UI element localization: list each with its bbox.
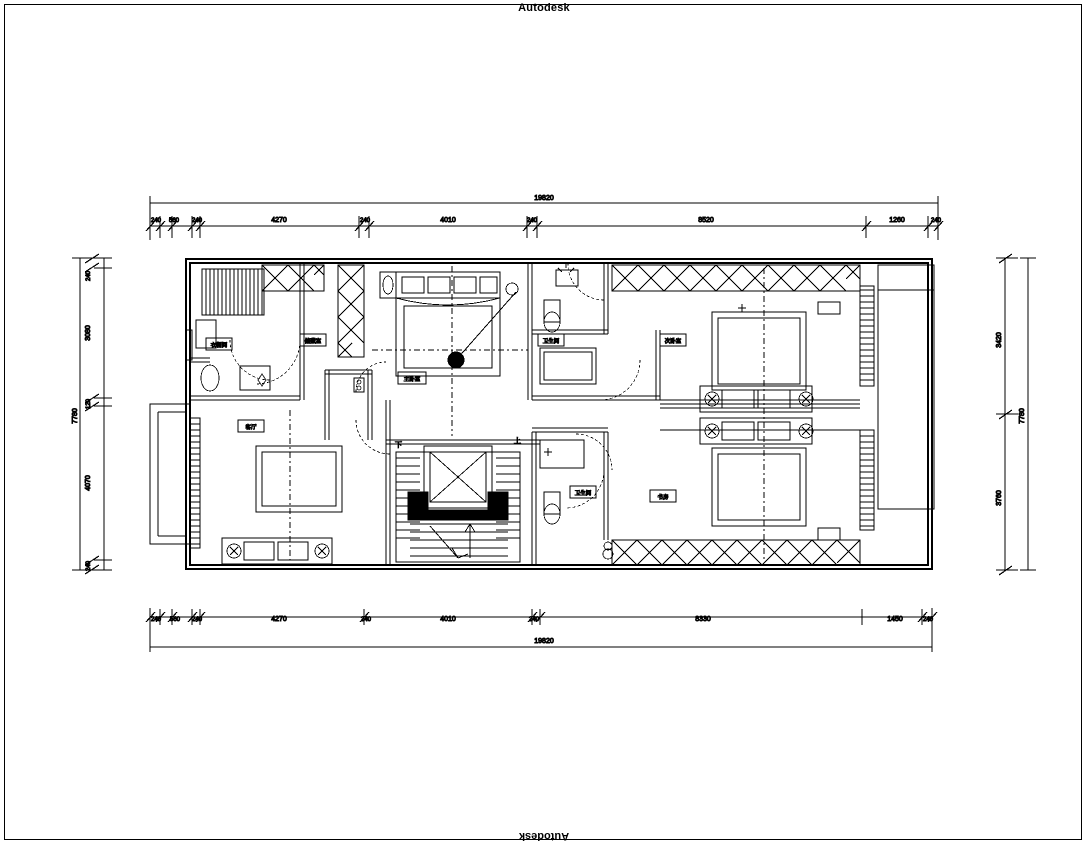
dim-left-5: 240: [86, 560, 92, 572]
stair-label-up: 上: [514, 438, 521, 445]
bottom-dimension-chain: [146, 608, 937, 652]
dim-top-7: 240: [526, 218, 538, 224]
room-tag-5: 卫生间: [542, 339, 560, 345]
dim-left-2: 3080: [85, 325, 92, 341]
wardrobe-hatch-top-right: [612, 265, 860, 291]
dim-right-2: 3760: [996, 490, 1003, 506]
dim-bottom-10: 240: [922, 617, 934, 623]
exterior-walls: [186, 259, 932, 569]
wardrobe-hatch-vertical: [338, 265, 364, 357]
dim-left-1: 240: [86, 270, 92, 282]
dim-top-6: 4010: [440, 217, 456, 224]
furniture-right-upper: [700, 302, 840, 412]
dim-bottom-overall: 19820: [534, 638, 554, 645]
fixture-top-left: [190, 320, 270, 391]
room-tag-3: 客厅: [245, 425, 257, 431]
centerlines: [290, 266, 858, 560]
autodesk-watermark-top: Autodesk: [518, 2, 570, 14]
dim-top-8: 8520: [698, 217, 714, 224]
dim-bottom-7: 240: [528, 617, 540, 623]
dim-top-10: 240: [930, 218, 942, 224]
dim-top-5: 240: [359, 218, 371, 224]
dim-bottom-3: 240: [191, 617, 203, 623]
furniture-right-lower: [700, 418, 840, 540]
nightstand-left: [380, 272, 396, 298]
room-tag-4: 主卧室: [403, 377, 421, 383]
balcony-right: [878, 265, 934, 509]
room-tag-1: 衣帽间: [210, 343, 228, 349]
room-tag-7: 卫生间: [574, 491, 592, 497]
dim-top-9: 1260: [889, 217, 905, 224]
dim-top-1: 240: [150, 218, 162, 224]
sofa-left-room: [222, 446, 342, 564]
dim-right-1: 3420: [996, 332, 1003, 348]
wall-hatch-right-edge: [860, 286, 874, 530]
balcony-left: [150, 404, 190, 544]
stair-label-down: 下: [395, 442, 402, 449]
dim-left-3: 120: [86, 398, 92, 410]
dim-bottom-8: 8330: [695, 616, 711, 623]
room-tag-6: 次卧室: [664, 339, 682, 345]
top-dimension-chain: [146, 196, 943, 240]
dim-bottom-9: 1450: [887, 616, 903, 623]
closet-blinds-top-left: [202, 269, 264, 315]
dim-top-4: 4270: [271, 217, 287, 224]
bathroom-lower: [540, 440, 613, 559]
dim-top-2: 560: [168, 218, 180, 224]
room-tag-2: 储藏室: [304, 339, 322, 345]
wardrobe-hatch-bottom-right: [612, 540, 860, 565]
bathroom-upper: [540, 264, 596, 384]
room-tags: [206, 334, 686, 502]
autodesk-watermark-bottom: Autodesk: [518, 830, 570, 842]
dim-bottom-2: 560: [169, 617, 181, 623]
right-dimension-chain: [996, 254, 1036, 575]
dim-bottom-6: 4010: [440, 616, 456, 623]
misc-details: [186, 330, 364, 392]
dim-bottom-5: 240: [360, 617, 372, 623]
door-swings: [230, 264, 640, 508]
dim-right-overall: 7780: [1019, 408, 1026, 424]
dim-top-overall: 19820: [534, 195, 554, 202]
dim-bottom-1: 240: [150, 617, 162, 623]
ceiling-light-leader: [448, 292, 516, 368]
room-tag-8: 书房: [657, 495, 669, 501]
dim-bottom-4: 4270: [271, 616, 287, 623]
dim-left-overall: 7780: [72, 408, 79, 424]
nightstand-right: [506, 283, 518, 295]
wardrobe-hatch-top-left: [262, 265, 324, 291]
wall-hatch-left-edge: [190, 418, 200, 548]
dim-top-3: 240: [191, 218, 203, 224]
dim-left-4: 4070: [85, 475, 92, 491]
staircase: [396, 446, 520, 562]
